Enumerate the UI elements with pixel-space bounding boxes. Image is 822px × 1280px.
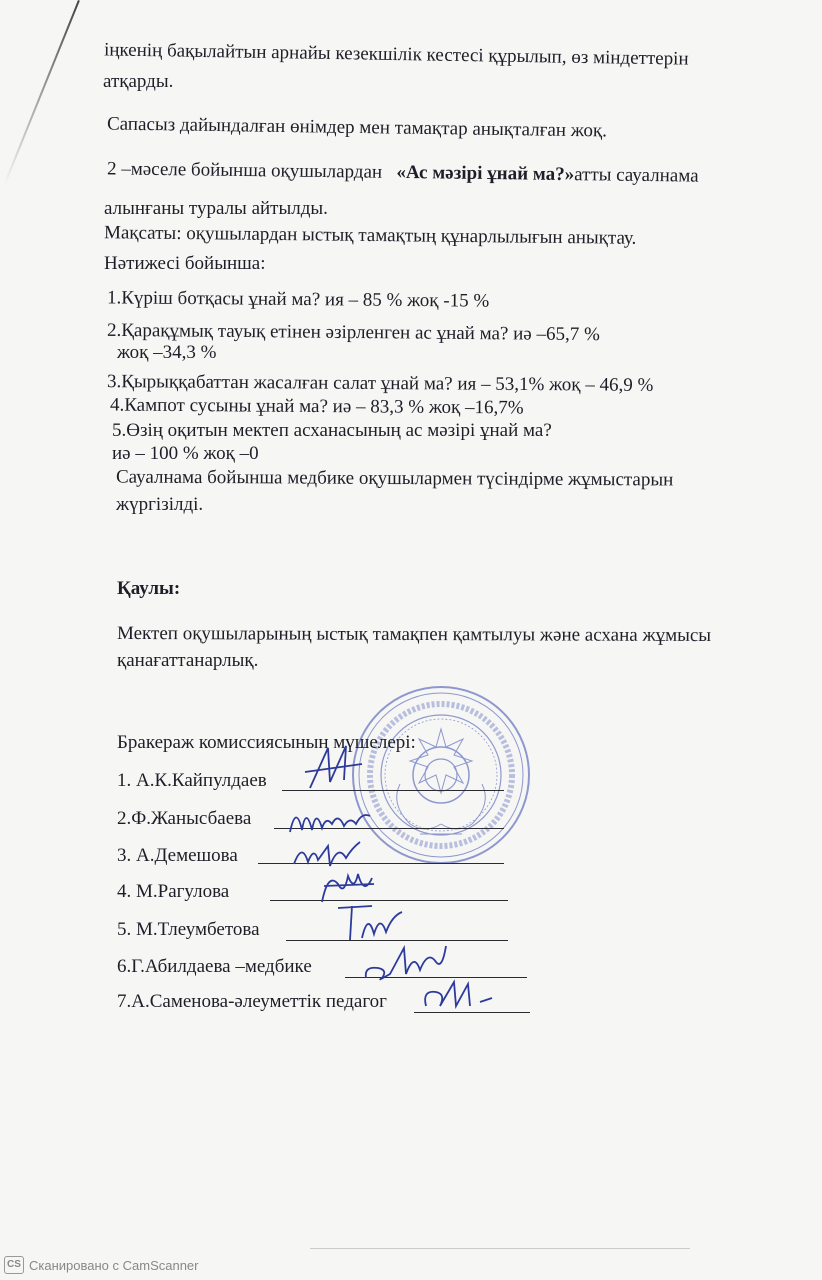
page-bottom-rule — [310, 1248, 690, 1249]
official-stamp — [350, 684, 532, 866]
decision-text: қанағаттанарлық. — [117, 650, 259, 671]
signature-2 — [286, 802, 376, 838]
signature-7 — [420, 976, 500, 1016]
survey-answer: жоқ –34,3 % — [117, 342, 217, 363]
paragraph-line: атқарды. — [103, 71, 174, 92]
signature-1 — [300, 742, 370, 794]
question-intro-end: атты сауалнама — [574, 164, 699, 187]
survey-answer: 3.Қырыққабаттан жасалған салат ұнай ма? ия – 53,1% жоқ – 46,9 % — [106, 371, 654, 396]
paragraph-line: алынғаны туралы айтылды. — [104, 198, 328, 219]
paragraph-line: Мақсаты: оқушылардан ыстық тамақтың құнарлылығын анықтау. — [103, 222, 637, 249]
survey-answer: иә – 100 % жоқ –0 — [112, 443, 259, 464]
paragraph-line: Сапасыз дайындалған өнімдер мен тамақтар анықталған жоқ. — [106, 113, 608, 142]
survey-title: «Ас мәзірі ұнай ма?» — [396, 161, 575, 186]
camscanner-label: Сканировано с CamScanner — [29, 1257, 199, 1273]
member-name: 5. М.Тлеумбетова — [117, 919, 260, 940]
paragraph-line: жүргізілді. — [116, 494, 204, 515]
member-name: 4. М.Рагулова — [117, 881, 230, 902]
member-name: 2.Ф.Жанысбаева — [117, 808, 252, 829]
paragraph-line — [107, 158, 699, 187]
member-name: 7.А.Саменова-әлеуметтік педагог — [117, 991, 387, 1012]
decision-heading: Қаулы: — [117, 578, 181, 599]
signature-5 — [332, 898, 412, 946]
member-name: 6.Г.Абилдаева –медбике — [117, 956, 312, 977]
paragraph-line: Сауалнама бойынша медбике оқушылармен түсіндірме жұмыстарын — [115, 466, 674, 491]
survey-answer: 2.Қарақұмық тауық етінен әзірленген ас ұнай ма? иә –65,7 % — [106, 319, 600, 346]
survey-answer: 1.Күріш ботқасы ұнай ма? ия – 85 % жоқ -15 % — [106, 287, 490, 312]
member-name: 1. А.К.Кайпулдаев — [117, 770, 267, 791]
page-fold-shadow — [3, 0, 80, 186]
camscanner-logo-icon: CS — [4, 1256, 24, 1274]
question-intro: 2 –мәселе бойынша оқушылардан — [106, 158, 383, 183]
paragraph-line: іңкенің бақылайтын арнайы кезекшілік кестесі құрылып, өз міндеттерін — [103, 39, 689, 70]
decision-text: Мектеп оқушыларының ыстық тамақпен қамтылуы және асхана жұмысы — [116, 622, 712, 647]
paragraph-line: Нәтижесі бойынша: — [104, 253, 266, 274]
camscanner-watermark — [4, 1256, 198, 1274]
members-heading: Бракераж комиссиясының мүшелері: — [117, 732, 416, 753]
survey-answer: 5.Өзің оқитын мектеп асханасының ас мәзірі ұнай ма? — [112, 420, 552, 441]
survey-answer: 4.Кампот сусыны ұнай ма? иә – 83,3 % жоқ –16,7% — [109, 394, 524, 419]
member-name: 3. А.Демешова — [117, 845, 238, 866]
